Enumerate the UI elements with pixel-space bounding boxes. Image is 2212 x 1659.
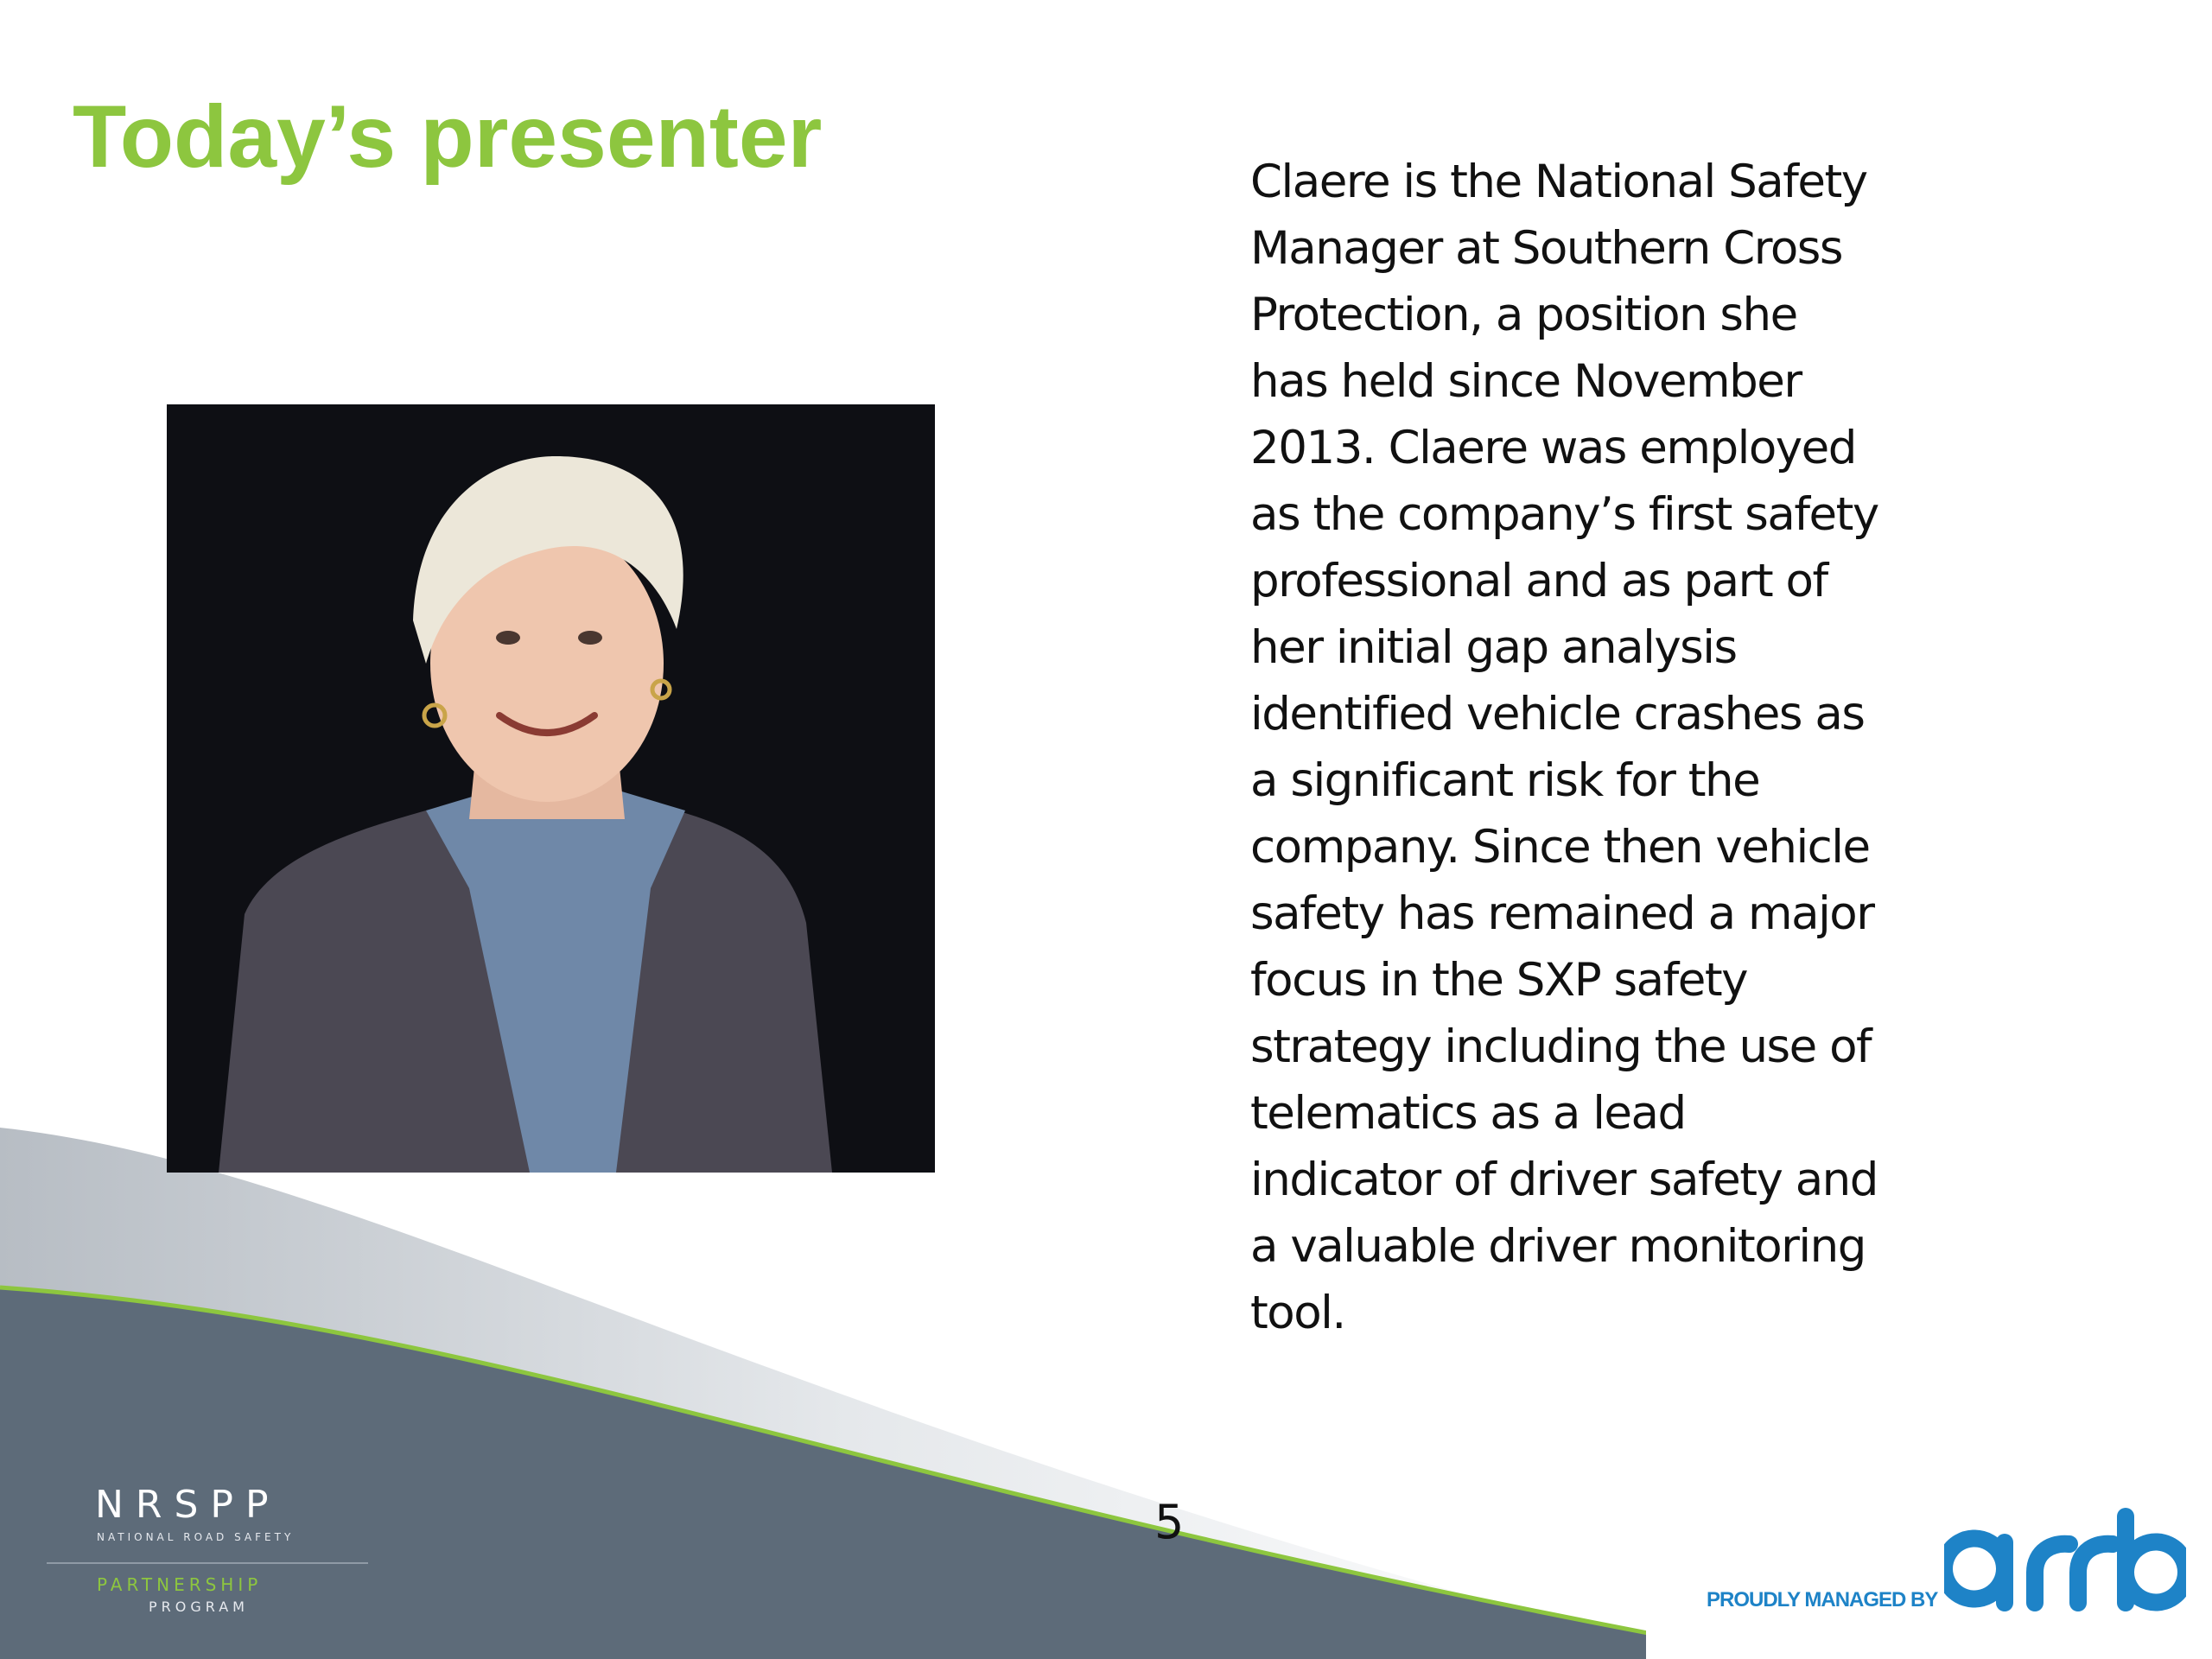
bio-line: professional and as part of xyxy=(1250,555,1827,607)
page-number: 5 xyxy=(1154,1495,1185,1549)
nrspp-logo xyxy=(47,1483,375,1621)
nrspp-logo-line3: PROGRAM xyxy=(149,1599,249,1615)
bio-line: Manager at Southern Cross xyxy=(1250,222,1842,275)
bio-line: 2013. Claere was employed xyxy=(1250,422,1856,474)
bio-line: strategy including the use of xyxy=(1250,1020,1872,1073)
bio-line: as the company’s first safety xyxy=(1250,488,1878,541)
bio-line: Protection, a position she xyxy=(1250,289,1797,341)
presenter-photo xyxy=(167,404,935,1173)
managed-by-label: PROUDLY MANAGED BY xyxy=(1707,1588,1938,1611)
arrb-logo xyxy=(1944,1508,2186,1620)
nrspp-logo-name: NRSPP xyxy=(95,1483,281,1527)
bio-line: safety has remained a major xyxy=(1250,887,1874,940)
bio-line: a valuable driver monitoring xyxy=(1250,1220,1866,1273)
nrspp-logo-line2: PARTNERSHIP xyxy=(97,1574,263,1595)
slide-title: Today’s presenter xyxy=(73,87,823,186)
bio-line: her initial gap analysis xyxy=(1250,621,1737,674)
bio-line: company. Since then vehicle xyxy=(1250,821,1870,874)
bio-line: Claere is the National Safety xyxy=(1250,156,1867,208)
bio-line: telematics as a lead xyxy=(1250,1087,1686,1140)
bio-line: has held since November xyxy=(1250,355,1802,408)
bio-line: focus in the SXP safety xyxy=(1250,954,1748,1007)
nrspp-logo-divider xyxy=(47,1562,368,1564)
bio-line: a significant risk for the xyxy=(1250,754,1760,807)
bio-line: identified vehicle crashes as xyxy=(1250,688,1865,741)
presenter-bio xyxy=(1250,149,1933,1346)
nrspp-logo-line1: NATIONAL ROAD SAFETY xyxy=(97,1531,295,1543)
bio-line: tool. xyxy=(1250,1287,1345,1339)
bio-line: indicator of driver safety and xyxy=(1250,1154,1878,1206)
